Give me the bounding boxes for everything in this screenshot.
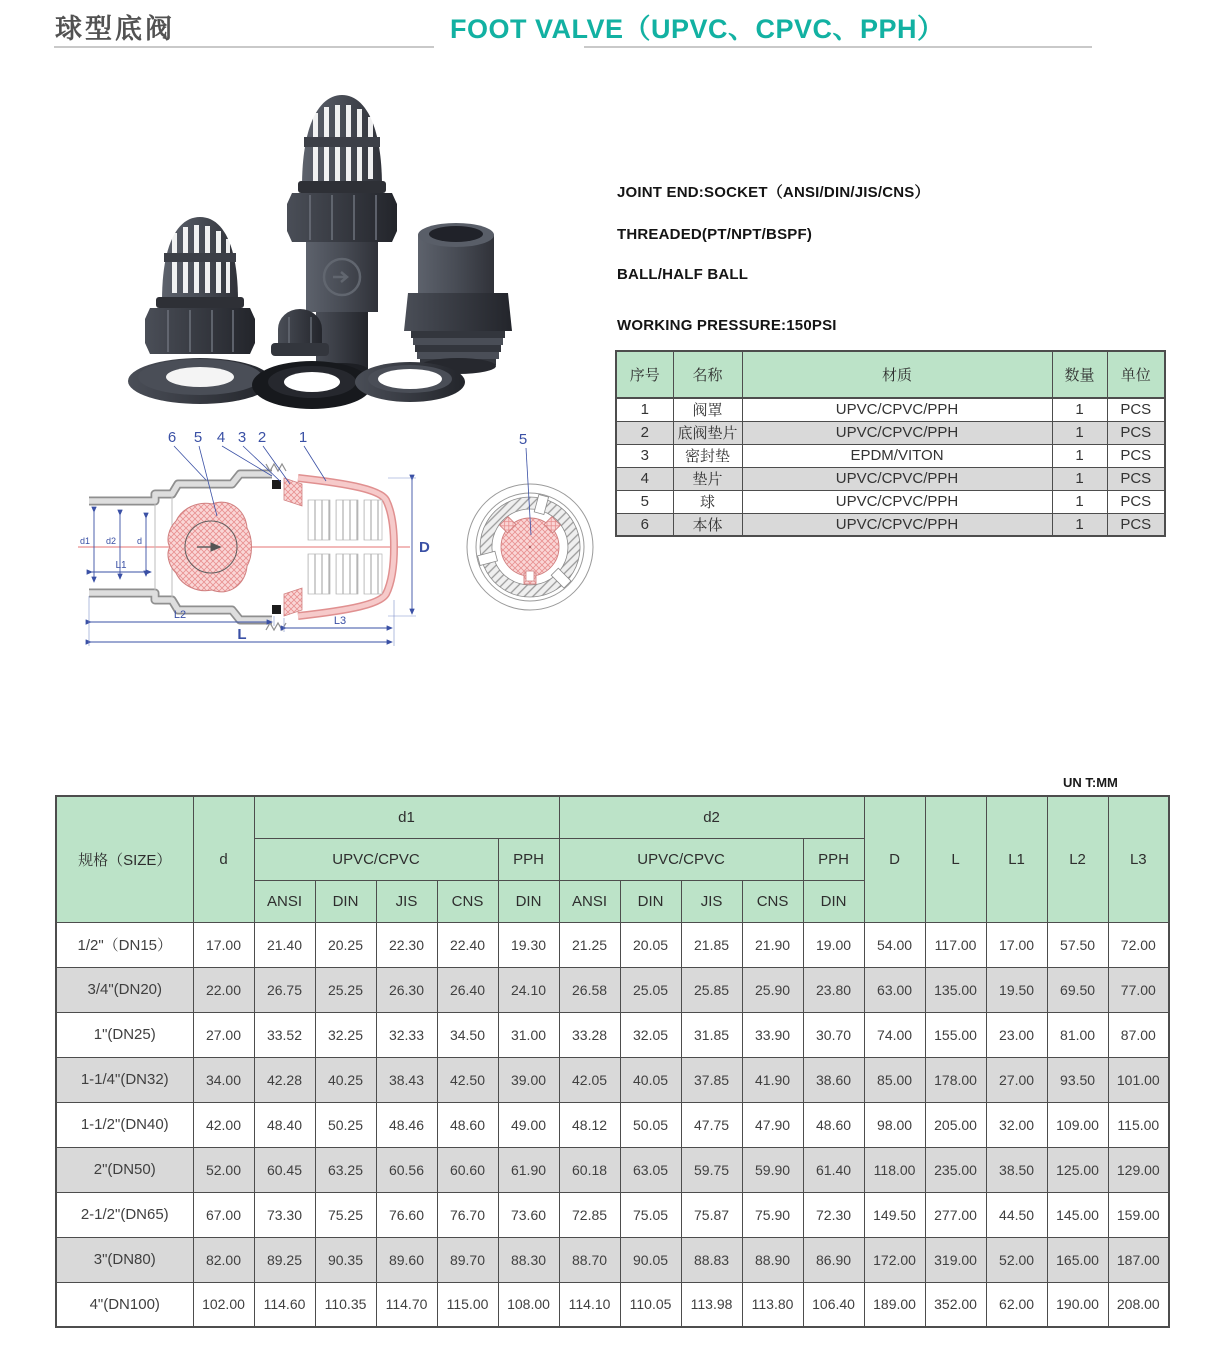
table-cell: 1/2"（DN15） xyxy=(56,922,193,967)
table-cell: 1 xyxy=(1052,490,1107,513)
table-cell: 48.60 xyxy=(437,1102,498,1147)
parts-header-qty: 数量 xyxy=(1052,351,1107,398)
table-cell: 21.25 xyxy=(559,922,620,967)
dimension-table xyxy=(55,795,1170,1328)
table-cell: 208.00 xyxy=(1108,1282,1169,1327)
callout-5: 5 xyxy=(193,429,203,446)
dim-header-d1-din: DIN xyxy=(315,880,376,922)
table-cell: 74.00 xyxy=(864,1012,925,1057)
table-cell: 17.00 xyxy=(193,922,254,967)
table-cell: 38.50 xyxy=(986,1147,1047,1192)
dim-label-l3: L3 xyxy=(333,615,347,627)
table-cell: 32.00 xyxy=(986,1102,1047,1147)
table-cell: 165.00 xyxy=(1047,1237,1108,1282)
table-cell: 47.90 xyxy=(742,1102,803,1147)
table-cell: 59.90 xyxy=(742,1147,803,1192)
table-cell: 3 xyxy=(616,444,673,467)
photo-gaskets xyxy=(128,358,465,409)
table-cell: 33.52 xyxy=(254,1012,315,1057)
page-title-english: FOOT VALVE（UPVC、CPVC、PPH） xyxy=(450,14,945,44)
table-cell: 1 xyxy=(1052,398,1107,421)
dim-header-size: 规格（SIZE） xyxy=(56,796,193,922)
dim-label-d2: d2 xyxy=(105,536,116,546)
table-cell: 23.00 xyxy=(986,1012,1047,1057)
table-cell: 33.28 xyxy=(559,1012,620,1057)
table-cell: 73.60 xyxy=(498,1192,559,1237)
table-cell: 25.05 xyxy=(620,967,681,1012)
table-cell: 189.00 xyxy=(864,1282,925,1327)
table-cell: 密封垫 xyxy=(673,444,742,467)
table-cell: 26.75 xyxy=(254,967,315,1012)
dim-label-D: D xyxy=(419,539,430,556)
table-cell: 52.00 xyxy=(986,1237,1047,1282)
table-cell: 25.90 xyxy=(742,967,803,1012)
table-cell: 42.50 xyxy=(437,1057,498,1102)
table-cell: 76.70 xyxy=(437,1192,498,1237)
table-row xyxy=(616,421,1165,444)
table-cell: 235.00 xyxy=(925,1147,986,1192)
table-cell: 3"(DN80) xyxy=(56,1237,193,1282)
table-cell: 26.58 xyxy=(559,967,620,1012)
table-cell: 88.90 xyxy=(742,1237,803,1282)
page-title-chinese: 球型底阀 xyxy=(55,14,175,44)
table-cell: 115.00 xyxy=(437,1282,498,1327)
table-cell: 76.60 xyxy=(376,1192,437,1237)
table-cell: 113.80 xyxy=(742,1282,803,1327)
table-cell: 48.40 xyxy=(254,1102,315,1147)
table-cell: 60.45 xyxy=(254,1147,315,1192)
table-cell: 32.05 xyxy=(620,1012,681,1057)
drawing-section-view xyxy=(78,464,410,630)
table-cell: 205.00 xyxy=(925,1102,986,1147)
table-cell: 25.25 xyxy=(315,967,376,1012)
table-cell: 110.35 xyxy=(315,1282,376,1327)
table-cell: 50.05 xyxy=(620,1102,681,1147)
callout-2: 2 xyxy=(257,429,267,446)
table-cell: 81.00 xyxy=(1047,1012,1108,1057)
dim-header-d1-jis: JIS xyxy=(376,880,437,922)
table-cell: 4 xyxy=(616,467,673,490)
table-cell: PCS xyxy=(1107,513,1165,536)
table-cell: 22.30 xyxy=(376,922,437,967)
table-cell: 1-1/2"(DN40) xyxy=(56,1102,193,1147)
table-row xyxy=(616,398,1165,421)
table-cell: 23.80 xyxy=(803,967,864,1012)
table-cell: 42.28 xyxy=(254,1057,315,1102)
parts-header-material: 材质 xyxy=(742,351,1052,398)
technical-drawing xyxy=(60,420,620,655)
table-cell: 21.90 xyxy=(742,922,803,967)
table-cell: 125.00 xyxy=(1047,1147,1108,1192)
table-cell: 149.50 xyxy=(864,1192,925,1237)
dim-header-d: d xyxy=(193,796,254,922)
table-cell: 98.00 xyxy=(864,1102,925,1147)
title-underline-right xyxy=(584,46,1092,48)
dim-header-d2-jis: JIS xyxy=(681,880,742,922)
table-cell: 63.25 xyxy=(315,1147,376,1192)
table-cell: 129.00 xyxy=(1108,1147,1169,1192)
title-underline-left xyxy=(54,46,434,48)
table-cell: PCS xyxy=(1107,467,1165,490)
parts-header-no: 序号 xyxy=(616,351,673,398)
table-cell: 阀罩 xyxy=(673,398,742,421)
table-cell: 1 xyxy=(1052,444,1107,467)
table-cell: EPDM/VITON xyxy=(742,444,1052,467)
table-cell: 2-1/2"(DN65) xyxy=(56,1192,193,1237)
dim-header-d2-ansi: ANSI xyxy=(559,880,620,922)
table-cell: 60.60 xyxy=(437,1147,498,1192)
dim-header-d2-din: DIN xyxy=(620,880,681,922)
table-row xyxy=(56,922,1169,967)
table-cell: 27.00 xyxy=(193,1012,254,1057)
table-cell: 89.60 xyxy=(376,1237,437,1282)
table-cell: 106.40 xyxy=(803,1282,864,1327)
table-cell: 19.30 xyxy=(498,922,559,967)
dim-header-L: L xyxy=(925,796,986,922)
table-cell: 1-1/4"(DN32) xyxy=(56,1057,193,1102)
table-cell: 24.10 xyxy=(498,967,559,1012)
table-cell: 44.50 xyxy=(986,1192,1047,1237)
table-cell: 垫片 xyxy=(673,467,742,490)
table-cell: 115.00 xyxy=(1108,1102,1169,1147)
table-cell: 54.00 xyxy=(864,922,925,967)
table-cell: 20.05 xyxy=(620,922,681,967)
table-cell: 69.50 xyxy=(1047,967,1108,1012)
table-cell: 72.85 xyxy=(559,1192,620,1237)
table-cell: 89.25 xyxy=(254,1237,315,1282)
table-cell: 114.70 xyxy=(376,1282,437,1327)
table-cell: 1"(DN25) xyxy=(56,1012,193,1057)
table-cell: 352.00 xyxy=(925,1282,986,1327)
dim-header-d1-cns: CNS xyxy=(437,880,498,922)
table-cell: 1 xyxy=(1052,421,1107,444)
dim-header-d2: d2 xyxy=(559,796,864,838)
table-cell: 37.85 xyxy=(681,1057,742,1102)
spec-ball: BALL/HALF BALL xyxy=(617,266,749,283)
table-cell: 277.00 xyxy=(925,1192,986,1237)
table-cell: 75.90 xyxy=(742,1192,803,1237)
parts-table-header-row xyxy=(616,351,1165,398)
dim-label-l2: L2 xyxy=(173,609,187,621)
dim-header-d2-pph-din: DIN xyxy=(803,880,864,922)
table-cell: 40.25 xyxy=(315,1057,376,1102)
table-row xyxy=(56,1237,1169,1282)
callout-1: 1 xyxy=(298,429,308,446)
dim-header-L3: L3 xyxy=(1108,796,1169,922)
table-cell: 31.00 xyxy=(498,1012,559,1057)
table-cell: 108.00 xyxy=(498,1282,559,1327)
table-cell: 110.05 xyxy=(620,1282,681,1327)
table-cell: 77.00 xyxy=(1108,967,1169,1012)
table-cell: PCS xyxy=(1107,490,1165,513)
table-cell: 48.60 xyxy=(803,1102,864,1147)
unit-note: UN T:MM xyxy=(1063,775,1118,790)
table-cell: 63.00 xyxy=(864,967,925,1012)
table-cell: 25.85 xyxy=(681,967,742,1012)
callout-4: 4 xyxy=(216,429,226,446)
table-cell: 159.00 xyxy=(1108,1192,1169,1237)
table-cell: 22.00 xyxy=(193,967,254,1012)
spec-working-pressure: WORKING PRESSURE:150PSI xyxy=(617,317,837,334)
dim-label-l1: L1 xyxy=(115,560,127,571)
table-cell: 球 xyxy=(673,490,742,513)
table-cell: 42.00 xyxy=(193,1102,254,1147)
table-cell: PCS xyxy=(1107,398,1165,421)
table-cell: 109.00 xyxy=(1047,1102,1108,1147)
table-cell: 102.00 xyxy=(193,1282,254,1327)
drawing-end-view xyxy=(467,431,593,610)
dim-label-d: d xyxy=(136,536,142,546)
table-cell: 172.00 xyxy=(864,1237,925,1282)
table-cell: 19.00 xyxy=(803,922,864,967)
table-cell: 5 xyxy=(616,490,673,513)
table-row xyxy=(616,467,1165,490)
table-cell: 48.12 xyxy=(559,1102,620,1147)
dim-header-row-1 xyxy=(56,796,1169,838)
table-cell: 60.18 xyxy=(559,1147,620,1192)
spec-joint-end: JOINT END:SOCKET（ANSI/DIN/JIS/CNS） xyxy=(617,184,930,201)
table-cell: 21.40 xyxy=(254,922,315,967)
table-cell: 26.40 xyxy=(437,967,498,1012)
dim-header-d1: d1 xyxy=(254,796,559,838)
dim-header-L2: L2 xyxy=(1047,796,1108,922)
table-cell: 57.50 xyxy=(1047,922,1108,967)
dim-header-d2-pph: PPH xyxy=(803,838,864,880)
table-cell: 31.85 xyxy=(681,1012,742,1057)
table-row xyxy=(616,444,1165,467)
table-cell: 190.00 xyxy=(1047,1282,1108,1327)
dim-header-d1-ansi: ANSI xyxy=(254,880,315,922)
table-cell: 135.00 xyxy=(925,967,986,1012)
table-cell: 42.05 xyxy=(559,1057,620,1102)
table-cell: 30.70 xyxy=(803,1012,864,1057)
table-cell: 38.43 xyxy=(376,1057,437,1102)
table-cell: 本体 xyxy=(673,513,742,536)
table-cell: 22.40 xyxy=(437,922,498,967)
parts-header-unit: 单位 xyxy=(1107,351,1165,398)
table-cell: 61.90 xyxy=(498,1147,559,1192)
table-cell: 19.50 xyxy=(986,967,1047,1012)
table-cell: 93.50 xyxy=(1047,1057,1108,1102)
table-row xyxy=(56,1012,1169,1057)
table-row xyxy=(616,513,1165,536)
table-cell: 62.00 xyxy=(986,1282,1047,1327)
dim-header-d1-upvc: UPVC/CPVC xyxy=(254,838,498,880)
table-cell: 34.00 xyxy=(193,1057,254,1102)
table-cell: PCS xyxy=(1107,421,1165,444)
table-cell: 6 xyxy=(616,513,673,536)
table-cell: 63.05 xyxy=(620,1147,681,1192)
table-cell: 49.00 xyxy=(498,1102,559,1147)
table-cell: 155.00 xyxy=(925,1012,986,1057)
photo-strainer-cage xyxy=(145,217,255,354)
table-cell: 118.00 xyxy=(864,1147,925,1192)
end-view-callout-5: 5 xyxy=(518,431,528,448)
dim-header-L1: L1 xyxy=(986,796,1047,922)
table-cell: 72.30 xyxy=(803,1192,864,1237)
table-cell: 17.00 xyxy=(986,922,1047,967)
table-cell: 114.10 xyxy=(559,1282,620,1327)
table-cell: 1 xyxy=(616,398,673,421)
table-row xyxy=(616,490,1165,513)
table-cell: 34.50 xyxy=(437,1012,498,1057)
table-row xyxy=(56,1147,1169,1192)
table-cell: 40.05 xyxy=(620,1057,681,1102)
table-cell: 32.33 xyxy=(376,1012,437,1057)
table-cell: 117.00 xyxy=(925,922,986,967)
dim-header-d1-pph-din: DIN xyxy=(498,880,559,922)
table-cell: 88.30 xyxy=(498,1237,559,1282)
table-cell: 39.00 xyxy=(498,1057,559,1102)
table-cell: 88.83 xyxy=(681,1237,742,1282)
table-cell: PCS xyxy=(1107,444,1165,467)
table-cell: UPVC/CPVC/PPH xyxy=(742,398,1052,421)
table-row xyxy=(56,1192,1169,1237)
table-cell: 319.00 xyxy=(925,1237,986,1282)
table-cell: 114.60 xyxy=(254,1282,315,1327)
table-cell: 1 xyxy=(1052,467,1107,490)
table-cell: 89.70 xyxy=(437,1237,498,1282)
table-cell: 1 xyxy=(1052,513,1107,536)
table-cell: 86.90 xyxy=(803,1237,864,1282)
table-cell: 87.00 xyxy=(1108,1012,1169,1057)
parts-header-name: 名称 xyxy=(673,351,742,398)
table-cell: 21.85 xyxy=(681,922,742,967)
dim-header-D: D xyxy=(864,796,925,922)
product-photo xyxy=(70,85,580,420)
table-cell: 72.00 xyxy=(1108,922,1169,967)
table-cell: 85.00 xyxy=(864,1057,925,1102)
table-cell: 101.00 xyxy=(1108,1057,1169,1102)
table-cell: 60.56 xyxy=(376,1147,437,1192)
table-cell: 4"(DN100) xyxy=(56,1282,193,1327)
dim-label-d1: d1 xyxy=(79,536,90,546)
callout-3: 3 xyxy=(237,429,247,446)
dim-header-d2-upvc: UPVC/CPVC xyxy=(559,838,803,880)
table-cell: 50.25 xyxy=(315,1102,376,1147)
table-cell: 178.00 xyxy=(925,1057,986,1102)
table-cell: 88.70 xyxy=(559,1237,620,1282)
table-cell: 20.25 xyxy=(315,922,376,967)
dim-header-d1-pph: PPH xyxy=(498,838,559,880)
table-cell: 145.00 xyxy=(1047,1192,1108,1237)
table-cell: UPVC/CPVC/PPH xyxy=(742,467,1052,490)
table-cell: 52.00 xyxy=(193,1147,254,1192)
table-cell: 187.00 xyxy=(1108,1237,1169,1282)
table-cell: 75.87 xyxy=(681,1192,742,1237)
table-cell: 67.00 xyxy=(193,1192,254,1237)
table-cell: 26.30 xyxy=(376,967,437,1012)
photo-socket-adapter xyxy=(404,223,512,374)
dim-label-l: L xyxy=(237,626,247,643)
table-cell: 113.98 xyxy=(681,1282,742,1327)
table-cell: 48.46 xyxy=(376,1102,437,1147)
table-cell: 41.90 xyxy=(742,1057,803,1102)
table-cell: UPVC/CPVC/PPH xyxy=(742,421,1052,444)
table-row xyxy=(56,1057,1169,1102)
dim-header-d2-cns: CNS xyxy=(742,880,803,922)
table-cell: 38.60 xyxy=(803,1057,864,1102)
table-cell: 75.25 xyxy=(315,1192,376,1237)
table-cell: UPVC/CPVC/PPH xyxy=(742,490,1052,513)
table-row xyxy=(56,1102,1169,1147)
table-cell: 90.05 xyxy=(620,1237,681,1282)
table-cell: 2"(DN50) xyxy=(56,1147,193,1192)
table-cell: 33.90 xyxy=(742,1012,803,1057)
table-cell: UPVC/CPVC/PPH xyxy=(742,513,1052,536)
spec-threaded: THREADED(PT/NPT/BSPF) xyxy=(617,226,813,243)
table-row xyxy=(56,967,1169,1012)
table-cell: 82.00 xyxy=(193,1237,254,1282)
table-cell: 27.00 xyxy=(986,1057,1047,1102)
table-cell: 75.05 xyxy=(620,1192,681,1237)
table-cell: 61.40 xyxy=(803,1147,864,1192)
table-cell: 32.25 xyxy=(315,1012,376,1057)
callout-6: 6 xyxy=(167,429,177,446)
table-cell: 3/4"(DN20) xyxy=(56,967,193,1012)
table-row xyxy=(56,1282,1169,1327)
table-cell: 90.35 xyxy=(315,1237,376,1282)
table-cell: 底阀垫片 xyxy=(673,421,742,444)
parts-table xyxy=(615,350,1166,537)
table-cell: 73.30 xyxy=(254,1192,315,1237)
table-cell: 2 xyxy=(616,421,673,444)
table-cell: 59.75 xyxy=(681,1147,742,1192)
table-cell: 47.75 xyxy=(681,1102,742,1147)
